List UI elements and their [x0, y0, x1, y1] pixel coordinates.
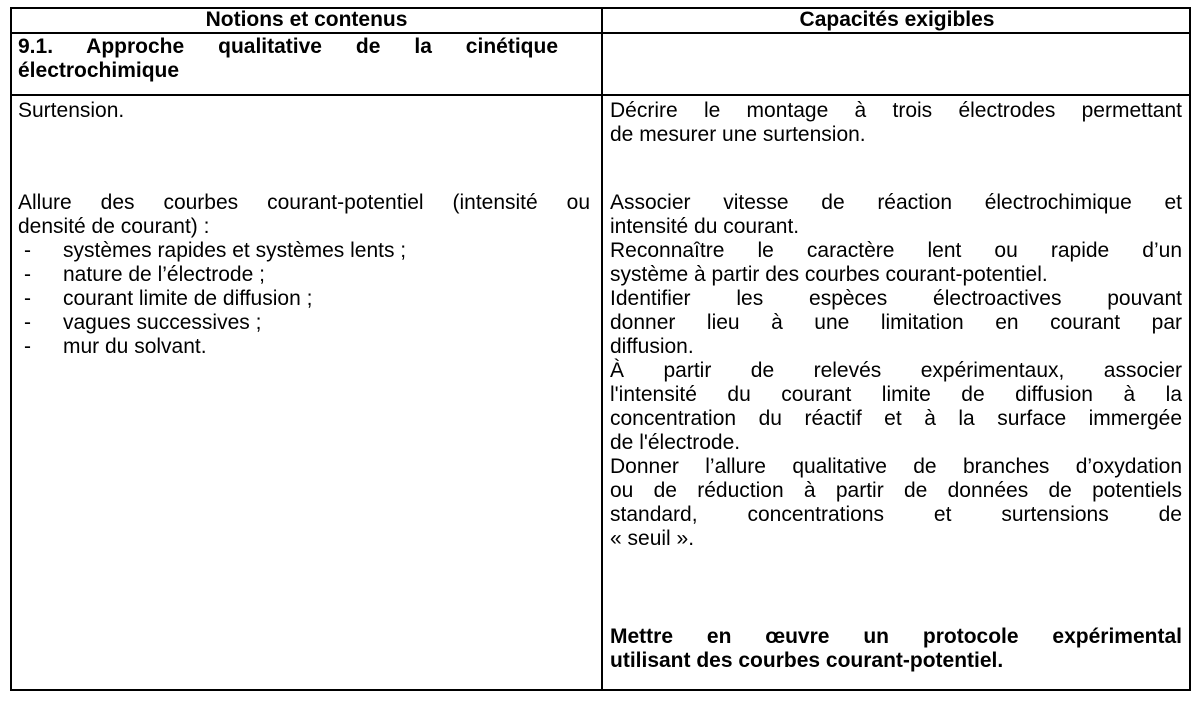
section-title-line-1: 9.1. Approche qualitative de la cinétique	[18, 35, 558, 58]
capacity-paragraph: Associer vitesse de réaction électrochimique et intensité du courant.	[610, 191, 1182, 238]
header-capacites: Capacités exigibles	[799, 8, 995, 31]
notion-courbes-line-2: densité de courant) :	[18, 215, 210, 238]
capacity-paragraph: Reconnaître le caractère lent ou rapide d’un système à partir des courbes courant-potentiel.	[610, 239, 1182, 286]
list-item: - mur du solvant.	[24, 335, 207, 358]
list-item: - vagues successives ;	[24, 311, 262, 334]
capacity-paragraph: À partir de relevés expérimentaux, associer l'intensité du courant limite de diffusion à la concentration du réactif et à la surface immergée de l'électrode.	[610, 359, 1182, 454]
notion-surtension: Surtension.	[18, 99, 125, 122]
notion-courbes-line-1: Allure des courbes courant-potentiel (intensité ou	[18, 191, 590, 214]
section-title	[18, 35, 558, 83]
list-item: - courant limite de diffusion ;	[24, 287, 313, 310]
capacity-protocole: Mettre en œuvre un protocole expérimental utilisant des courbes courant-potentiel.	[610, 625, 1182, 672]
notion-courbes	[18, 191, 590, 359]
capacity-montage: Décrire le montage à trois électrodes permettant de mesurer une surtension.	[610, 99, 1182, 146]
column-divider	[601, 9, 603, 689]
list-item: - systèmes rapides et systèmes lents ;	[24, 239, 407, 262]
capacity-paragraph: Identifier les espèces électroactives pouvant donner lieu à une limitation en courant par diffusion.	[610, 287, 1182, 358]
section-separator	[12, 94, 1189, 96]
header-notions: Notions et contenus	[205, 8, 408, 31]
capacity-list	[610, 191, 1182, 551]
curriculum-table	[10, 7, 1191, 691]
list-item: - nature de l’électrode ;	[24, 263, 265, 286]
notion-bullet-list	[18, 239, 590, 359]
section-title-line-2: électrochimique	[18, 59, 180, 82]
capacity-paragraph: Donner l’allure qualitative de branches d’oxydation ou de réduction à partir de données de potentiels standard, concentrations et surtensions de « seuil ».	[610, 455, 1182, 550]
